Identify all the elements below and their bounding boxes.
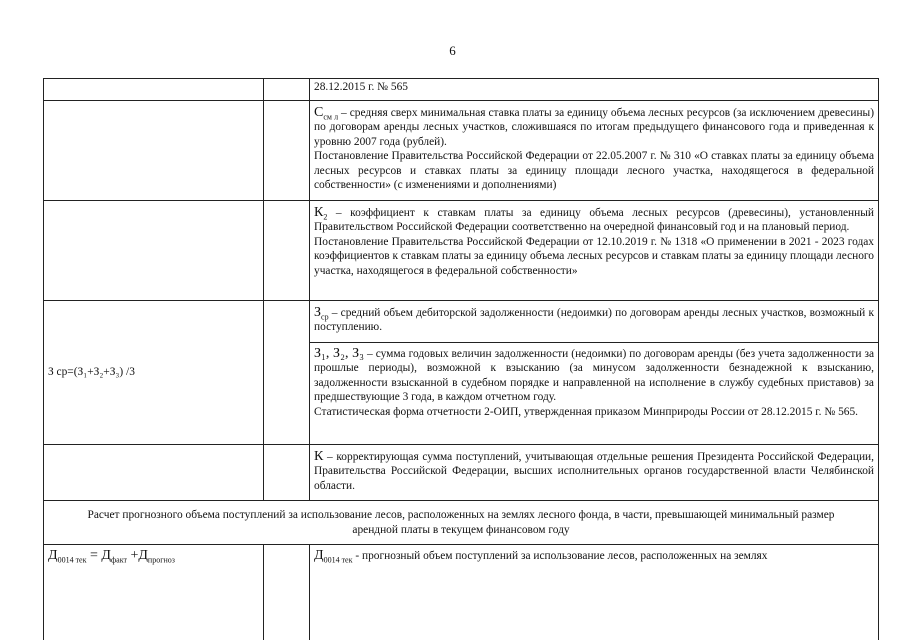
formula-eq: = Д xyxy=(86,548,111,563)
description-text: 28.12.2015 г. № 565 xyxy=(314,81,408,93)
description-text xyxy=(314,549,874,563)
formula-prog-subscript: прогноз xyxy=(147,555,175,565)
table-row xyxy=(44,301,879,343)
definition-text: – корректирующая сумма поступлений, учитывающая отдельные решения Президента Российской Федерации, Правительства Российской Федерации, высших исполнительных органов государственной власти Челябинской области. xyxy=(314,451,874,492)
formula-plus: +Д xyxy=(126,548,148,563)
table-row xyxy=(44,79,879,101)
variable-subscript: см л xyxy=(323,112,339,122)
formula-cell xyxy=(44,201,264,301)
variable-symbol: К xyxy=(314,205,324,220)
variable-symbol: С xyxy=(314,105,324,120)
blank-cell xyxy=(264,301,310,445)
description-text xyxy=(314,450,874,493)
methodology-table xyxy=(43,78,879,640)
definition-text: – средний объем дебиторской задолженности (недоимки) по договорам аренды лесных участков, возможный к поступлению. xyxy=(314,307,874,334)
description-cell xyxy=(310,343,879,445)
source-reference: Постановление Правительства Российской Федерации от 22.05.2007 г. № 310 «О ставках платы за единицу объема лесных ресурсов и ставках платы за единицу площади лесного участка, находящегося в федеральной собственности» (с изменениями и дополнениями) xyxy=(314,150,874,192)
variable-subscript: 0014 тек xyxy=(323,555,353,565)
table-row xyxy=(44,445,879,501)
definition-text: – коэффициент к ставкам платы за единицу объема лесных ресурсов (древесины), установленный Правительством Российской Федерации соответственно на очередной финансовый год и на плановый период. xyxy=(314,207,874,234)
blank-cell xyxy=(264,445,310,501)
table-row xyxy=(44,545,879,640)
description-cell xyxy=(310,201,879,301)
variable-subscript: ср xyxy=(321,312,329,322)
variable-symbol: К xyxy=(314,449,324,464)
description-text xyxy=(314,206,874,235)
variable-symbol: Д xyxy=(314,548,324,563)
formula-fact-subscript: факт xyxy=(110,555,127,565)
formula-cell xyxy=(44,545,264,640)
description-cell xyxy=(310,545,879,640)
blank-cell xyxy=(264,201,310,301)
formula-cell xyxy=(44,79,264,101)
description-cell xyxy=(310,79,879,101)
definition-text: - прогнозный объем поступлений за использование лесов, расположенных на землях xyxy=(352,550,768,562)
description-cell xyxy=(310,101,879,201)
variable-symbol: З xyxy=(314,305,322,320)
table-row xyxy=(44,201,879,301)
table-row xyxy=(44,101,879,201)
formula-main-subscript: 0014 тек xyxy=(57,555,87,565)
variable-subscript: 2 xyxy=(323,212,328,222)
section-heading-row xyxy=(44,501,879,545)
section-heading: Расчет прогнозного объема поступлений за использование лесов, расположенных на землях лесного фонда, в части, превышающей минимальный размер арендной платы в текущем финансовом году xyxy=(44,501,879,545)
definition-text: – средняя сверх минимальная ставка платы за единицу объема лесных ресурсов (за исключением древесины) по договорам аренды лесных участков, сложившаяся по итогам предыдущего финансового года и приведенная к уровню 2007 года (рублей). xyxy=(314,107,874,148)
description-text xyxy=(314,106,874,149)
formula-cell xyxy=(44,445,264,501)
blank-cell xyxy=(264,545,310,640)
source-reference: Статистическая форма отчетности 2-ОИП, утвержденная приказом Минприроды России от 28.12.2015 г. № 565. xyxy=(314,405,859,418)
formula-cell xyxy=(44,101,264,201)
description-text xyxy=(314,306,874,335)
description-text xyxy=(314,347,874,405)
blank-cell xyxy=(264,79,310,101)
description-cell xyxy=(310,301,879,343)
blank-cell xyxy=(264,101,310,201)
formula-cell: З ср=(З₁+З₂+З₃) /3 xyxy=(44,301,264,445)
variable-symbols: З₁, З₂, З₃ xyxy=(314,346,365,361)
formula-main: Д xyxy=(48,548,58,563)
source-reference: Постановление Правительства Российской Федерации от 12.10.2019 г. № 1318 «О применении в 2021 - 2023 годах коэффициентов к ставкам платы за единицу объема лесных ресурсов и ставкам платы за единицу площади лесного участка, находящегося в федеральной собственности» xyxy=(314,235,874,277)
page-number: 6 xyxy=(449,43,456,58)
definition-text: – сумма годовых величин задолженности (недоимки) по договорам аренды (без учета задолженности за прошлые периоды), возможной к взысканию (за минусом задолженности безнадежной к взысканию, задолженности взысканной в судебном порядке и направленной на исполнение в службу судебных приставов) за предшествующие 3 года, в каждом отчетном году. xyxy=(314,348,875,404)
description-cell xyxy=(310,445,879,501)
